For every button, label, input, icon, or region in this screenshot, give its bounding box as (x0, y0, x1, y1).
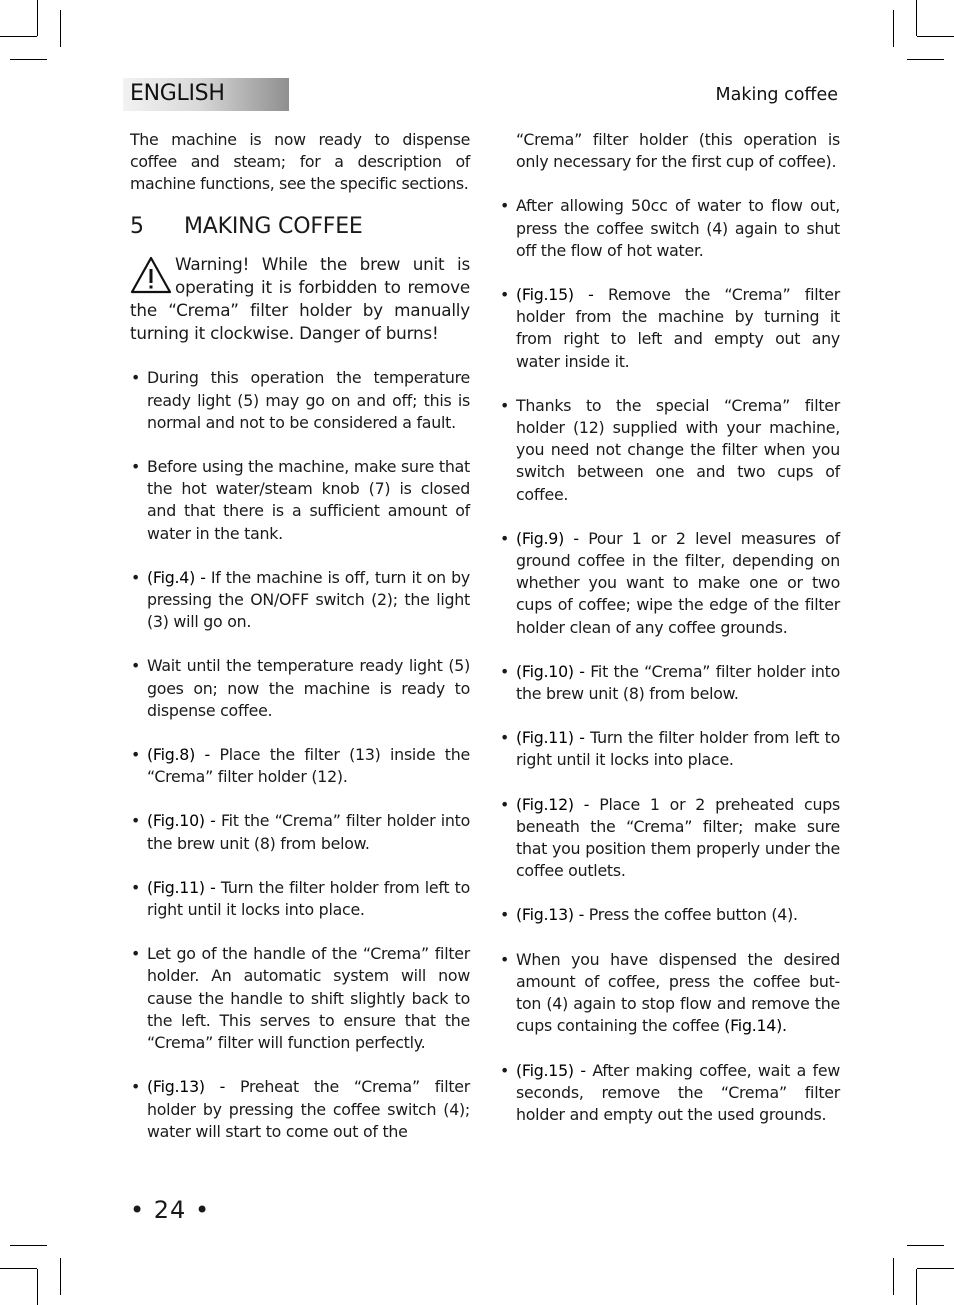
figure-reference: (Fig.8) - (147, 745, 220, 765)
list-item (499, 949, 840, 1038)
warning-block (130, 253, 470, 346)
left-bullet-list (130, 367, 470, 1142)
figure-reference: (Fig.11) - (147, 877, 221, 897)
right-bullet-list (499, 195, 840, 1126)
list-item-text: Place the filter (13) inside the “Crema” filter holder (12). (147, 745, 470, 787)
list-item-text: Turn the filter holder from left to right until it locks into place. (147, 877, 471, 920)
figure-reference: (Fig.13) - (516, 905, 589, 925)
list-item-text: Pour 1 or 2 level measures of ground coffee in the filter, depending on whether you want to make one or two cups of coffee; wipe the edge of the filter holder clean of any coffee grounds. (516, 528, 840, 637)
list-item-text: During this operation the temperature ready light (5) may go on and off; this is normal and not to be considered a fault. (147, 368, 470, 432)
crop-mark (37, 1269, 38, 1305)
figure-reference: (Fig.14). (724, 1016, 787, 1036)
crop-mark (37, 0, 38, 36)
crop-mark (893, 1258, 894, 1295)
section-number: 5 (130, 213, 144, 239)
crop-mark (60, 10, 61, 47)
crop-mark (916, 1269, 917, 1305)
figure-reference: (Fig.15) - (516, 285, 608, 305)
language-label: ENGLISH (130, 81, 225, 106)
list-item-text: If the machine is off, turn it on by pressing the ON/OFF switch (2); the light (3) will go on. (147, 567, 470, 632)
right-column (499, 129, 840, 1126)
running-header: Making coffee (715, 85, 838, 105)
list-item (499, 794, 840, 883)
list-item (499, 904, 840, 926)
crop-mark (917, 1268, 954, 1269)
list-item-text: Turn the filter holder from left to right until it locks into place. (516, 728, 841, 770)
warning-text: Warning! While the brew unit is operating it is forbidden to remove the “Crema” filter holder by manually turning it clockwise. Danger of burns! (130, 253, 470, 344)
list-item (130, 1076, 470, 1143)
list-item-text: Place 1 or 2 preheated cups beneath the “Crema” filter; make sure that you position them properly under the coffee outlets. (516, 794, 840, 881)
section-title: MAKING COFFEE (184, 213, 363, 239)
intro-paragraph: The machine is now ready to dispense coffee and steam; for a description of machine functions, see the specific sections. (130, 130, 470, 194)
crop-mark (10, 59, 47, 60)
list-item-text: Remove the “Crema” filter holder from the machine by turning it from right to left and empty out any water inside it. (516, 285, 841, 371)
list-item (130, 367, 470, 434)
list-item (130, 744, 470, 788)
figure-reference: (Fig.13) - (147, 1077, 240, 1097)
crop-mark (60, 1258, 61, 1295)
list-item-text: Let go of the handle of the “Crema” filter holder. An automatic system will now cause the handle to shift slightly back to the left. This serves to ensure that the “Crema” filter will function perfectly. (147, 944, 470, 1053)
continued-paragraph: “Crema” filter holder (this operation is only necessary for the first cup of coffee). (516, 130, 840, 172)
list-item (130, 655, 470, 722)
list-item (499, 528, 840, 639)
list-item-text: After making coffee, wait a few seconds, remove the “Crema” filter holder and empty out the used grounds. (516, 1060, 841, 1124)
list-item-text: Before using the machine, make sure that the hot water/steam knob (7) is closed and that there is a sufficient amount of water in the tank. (147, 457, 470, 543)
figure-reference: (Fig.12) - (516, 794, 600, 814)
figure-reference: (Fig.4) - (147, 567, 211, 587)
left-column (130, 129, 470, 1143)
crop-mark (0, 1268, 37, 1269)
list-item (499, 284, 840, 373)
list-item (130, 567, 470, 634)
crop-mark (907, 1245, 944, 1246)
list-item (130, 810, 470, 854)
list-item-text: After allowing 50cc of water to flow out, press the coffee switch (4) again to shut off the flow of hot water. (516, 196, 840, 260)
list-item-text: When you have dispensed the desired amount of coffee, press the coffee but-ton (4) again to stop flow and remove the cups containing the coffee (516, 949, 840, 1036)
list-item-text: Fit the “Crema” filter holder into the brew unit (8) from below. (147, 811, 471, 853)
list-item (130, 943, 470, 1054)
figure-reference: (Fig.10) - (516, 661, 591, 681)
list-item (130, 456, 470, 545)
crop-mark (916, 0, 917, 36)
figure-reference: (Fig.11) - (516, 728, 591, 748)
language-tab (123, 78, 289, 111)
list-item (499, 1060, 840, 1127)
list-item (499, 661, 840, 705)
crop-mark (907, 59, 944, 60)
list-item-text: Fit the “Crema” filter holder into the brew unit (8) from below. (516, 661, 840, 704)
crop-mark (893, 10, 894, 47)
crop-mark (917, 36, 954, 37)
crop-mark (0, 36, 37, 37)
list-item-text: Press the coffee button (4). (588, 905, 798, 925)
figure-reference: (Fig.10) - (147, 811, 221, 831)
page-number: • 24 • (130, 1196, 211, 1224)
crop-mark (10, 1245, 47, 1246)
figure-reference: (Fig.15) - (516, 1060, 593, 1080)
list-item (130, 877, 470, 921)
list-item-text: Wait until the temperature ready light (5) goes on; now the machine is ready to dispense coffee. (147, 656, 470, 720)
list-item (499, 195, 840, 262)
section-heading (130, 213, 470, 241)
list-item-text: Thanks to the special “Crema” filter holder (12) supplied with your machine, you need not change the filter when you switch between one and two cups of coffee. (516, 395, 840, 504)
warning-triangle-icon (129, 255, 173, 295)
figure-reference: (Fig.9) - (516, 528, 589, 548)
list-item-text: Preheat the “Crema” filter holder by pressing the coffee switch (4); water will start to come out of the (147, 1077, 470, 1141)
list-item (499, 395, 840, 506)
list-item (499, 727, 840, 771)
